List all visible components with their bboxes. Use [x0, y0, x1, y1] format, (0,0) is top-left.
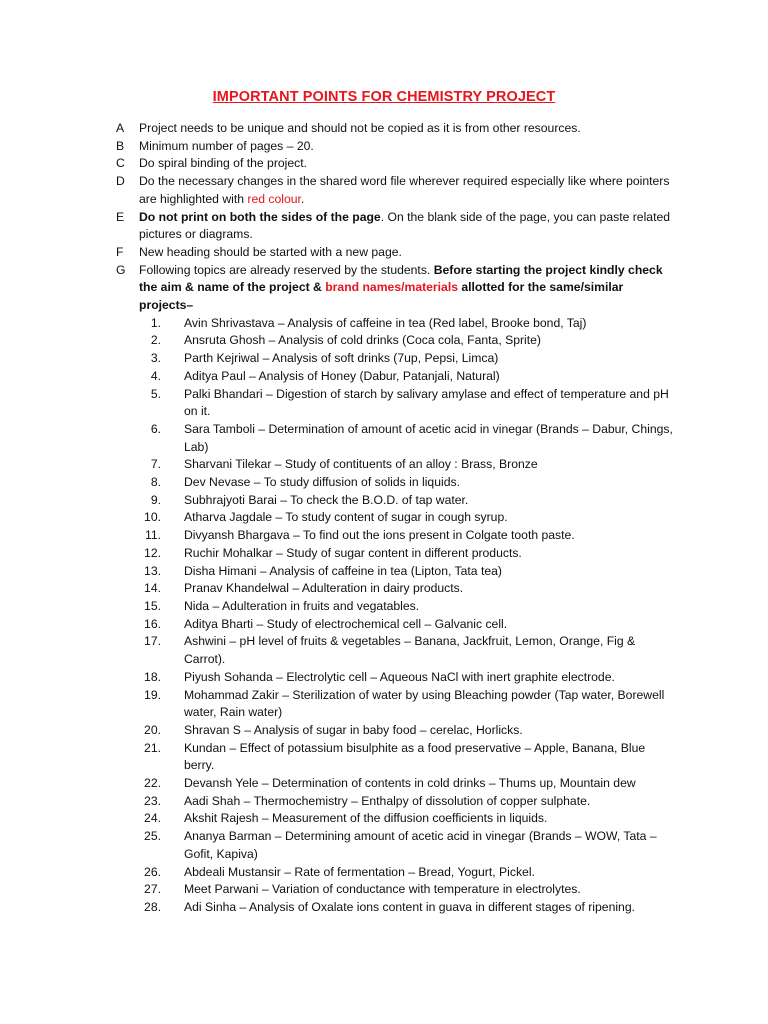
list-item [114, 386, 676, 421]
list-item [114, 527, 676, 545]
list-item-text: Kundan – Effect of potassium bisulphite as a food preservative – Apple, Banana, Blue berry. [184, 740, 646, 773]
list-item-text: Disha Himani – Analysis of caffeine in tea (Lipton, Tata tea) [184, 563, 502, 578]
list-item-text: Meet Parwani – Variation of conductance with temperature in electrolytes. [184, 882, 581, 897]
bold-text: Do not print on both the sides of the page [139, 209, 381, 224]
point-e [116, 209, 676, 244]
bold-text: allotted for the same/similar projects– [139, 280, 624, 313]
point-letter: F [116, 244, 124, 259]
list-item-number: 14. [144, 581, 161, 596]
list-item-text: Divyansh Bhargava – To find out the ions present in Colgate tooth paste. [184, 528, 575, 543]
list-item-number: 11. [144, 528, 161, 543]
list-item-number: 9. [150, 492, 161, 507]
list-item [114, 563, 676, 581]
list-item-number: 28. [144, 899, 161, 914]
list-item-number: 10. [144, 510, 161, 525]
point-text-part: Following topics are already reserved by the students. [139, 262, 434, 277]
list-item-text: Subhrajyoti Barai – To check the B.O.D. of tap water. [184, 492, 469, 507]
points-list [116, 120, 676, 917]
list-item-text: Abdeali Mustansir – Rate of fermentation – Bread, Yogurt, Pickel. [184, 864, 535, 879]
list-item [114, 793, 676, 811]
list-item [114, 881, 676, 899]
point-letter: A [116, 121, 125, 135]
list-item-number: 6. [150, 421, 161, 436]
list-item [114, 509, 676, 527]
point-text: Minimum number of pages – 20. [139, 138, 314, 153]
point-letter: D [116, 174, 125, 189]
list-item [114, 722, 676, 740]
list-item-text: Sara Tamboli – Determination of amount of acetic acid in vinegar (Brands – Dabur, Chings, Lab) [184, 421, 673, 454]
list-item [114, 740, 676, 775]
point-text: New heading should be started with a new page. [139, 244, 402, 259]
list-item-text: Ruchir Mohalkar – Study of sugar content in different products. [184, 545, 522, 560]
list-item [114, 545, 676, 563]
list-item-text: Parth Kejriwal – Analysis of soft drinks (7up, Pepsi, Limca) [184, 351, 499, 366]
list-item-text: Ansruta Ghosh – Analysis of cold drinks (Coca cola, Fanta, Sprite) [184, 333, 541, 348]
list-item-number: 4. [150, 368, 161, 383]
list-item [114, 315, 676, 333]
list-item-number: 20. [144, 722, 161, 737]
point-text-part: . [300, 191, 305, 206]
list-item-number: 13. [144, 563, 161, 578]
list-item-number: 17. [144, 634, 161, 649]
bold-text: Before starting the project kindly check the aim & name of the project & [139, 262, 663, 295]
list-item-text: Sharvani Tilekar – Study of contituents of an alloy : Brass, Bronze [184, 457, 538, 472]
list-item [114, 775, 676, 793]
list-item-text: Aditya Paul – Analysis of Honey (Dabur, Patanjali, Natural) [184, 368, 500, 383]
point-text [139, 262, 676, 315]
list-item-text: Piyush Sohanda – Electrolytic cell – Aqueous NaCl with inert graphite electrode. [184, 669, 615, 684]
list-item-text: Akshit Rajesh – Measurement of the diffusion coefficients in liquids. [184, 811, 548, 826]
list-item-number: 22. [144, 776, 161, 791]
list-item-number: 2. [150, 333, 161, 348]
point-d [116, 173, 676, 208]
point-letter: B [116, 138, 125, 153]
list-item-number: 18. [144, 669, 161, 684]
list-item [114, 633, 676, 668]
projects-list [114, 315, 676, 917]
list-item-number: 19. [144, 687, 161, 702]
list-item [114, 864, 676, 882]
list-item-text: Ananya Barman – Determining amount of acetic acid in vinegar (Brands – WOW, Tata – Gofit, Kapiva) [184, 829, 657, 861]
list-item [114, 580, 676, 598]
list-item [114, 368, 676, 386]
list-item [114, 332, 676, 350]
point-text: Project needs to be unique and should not be copied as it is from other resources. [139, 121, 581, 135]
highlight-red-text: brand names/materials [325, 280, 458, 295]
list-item-text: Avin Shrivastava – Analysis of caffeine in tea (Red label, Brooke bond, Taj) [184, 315, 587, 330]
list-item-text: Shravan S – Analysis of sugar in baby food – cerelac, Horlicks. [184, 722, 523, 737]
point-text [139, 173, 676, 208]
list-item-number: 8. [150, 475, 161, 490]
point-text: Do spiral binding of the project. [139, 156, 308, 171]
point-text [139, 209, 676, 244]
list-item-number: 15. [144, 598, 161, 613]
list-item-text: Devansh Yele – Determination of contents in cold drinks – Thums up, Mountain dew [184, 776, 636, 791]
list-item [114, 899, 676, 917]
list-item-text: Aditya Bharti – Study of electrochemical cell – Galvanic cell. [184, 616, 508, 631]
list-item [114, 350, 676, 368]
point-letter: G [116, 262, 126, 277]
list-item-text: Ashwini – pH level of fruits & vegetables – Banana, Jackfruit, Lemon, Orange, Fig & Carrot). [184, 634, 636, 667]
list-item [114, 474, 676, 492]
list-item-number: 23. [144, 793, 161, 808]
list-item [114, 616, 676, 634]
point-text-part: . On the blank side of the page, you can paste related pictures or diagrams. [139, 209, 671, 242]
list-item [114, 687, 676, 722]
list-item-text: Adi Sinha – Analysis of Oxalate ions content in guava in different stages of ripening. [184, 899, 635, 914]
list-item-text: Aadi Shah – Thermochemistry – Enthalpy of dissolution of copper sulphate. [184, 793, 591, 808]
list-item-number: 16. [144, 616, 161, 631]
list-item-number: 27. [144, 882, 161, 897]
list-item-number: 26. [144, 864, 161, 879]
point-b [116, 138, 676, 156]
list-item-number: 3. [150, 351, 161, 366]
point-a [116, 120, 676, 138]
list-item-number: 25. [144, 829, 161, 844]
list-item-number: 12. [144, 545, 161, 560]
list-item-number: 7. [150, 457, 161, 472]
point-letter: C [116, 156, 125, 171]
list-item [114, 669, 676, 687]
list-item-text: Pranav Khandelwal – Adulteration in dairy products. [184, 581, 464, 596]
point-text-part: Do the necessary changes in the shared word file wherever required especially like where pointers are highlighted with [139, 174, 670, 206]
list-item [114, 421, 676, 456]
list-item-number: 5. [150, 386, 161, 401]
list-item-number: 21. [144, 740, 161, 755]
list-item-number: 24. [144, 811, 161, 826]
list-item-text: Palki Bhandari – Digestion of starch by salivary amylase and effect of temperature and pH on it. [184, 386, 669, 419]
list-item-text: Dev Nevase – To study diffusion of solids in liquids. [184, 475, 460, 490]
list-item-number: 1. [150, 315, 161, 330]
point-f [116, 244, 676, 262]
list-item [114, 828, 676, 863]
point-c [116, 155, 676, 173]
list-item-text: Mohammad Zakir – Sterilization of water by using Bleaching powder (Tap water, Borewell water, Rain water) [184, 687, 665, 720]
page-title: IMPORTANT POINTS FOR CHEMISTRY PROJECT [212, 89, 556, 105]
list-item-text: Nida – Adulteration in fruits and vegatables. [184, 598, 420, 613]
list-item [114, 598, 676, 616]
point-letter: E [116, 209, 125, 224]
list-item [114, 810, 676, 828]
highlight-red-text: red colour [247, 191, 301, 206]
list-item [114, 492, 676, 510]
list-item-text: Atharva Jagdale – To study content of sugar in cough syrup. [184, 510, 508, 525]
point-g [116, 262, 676, 315]
list-item [114, 456, 676, 474]
